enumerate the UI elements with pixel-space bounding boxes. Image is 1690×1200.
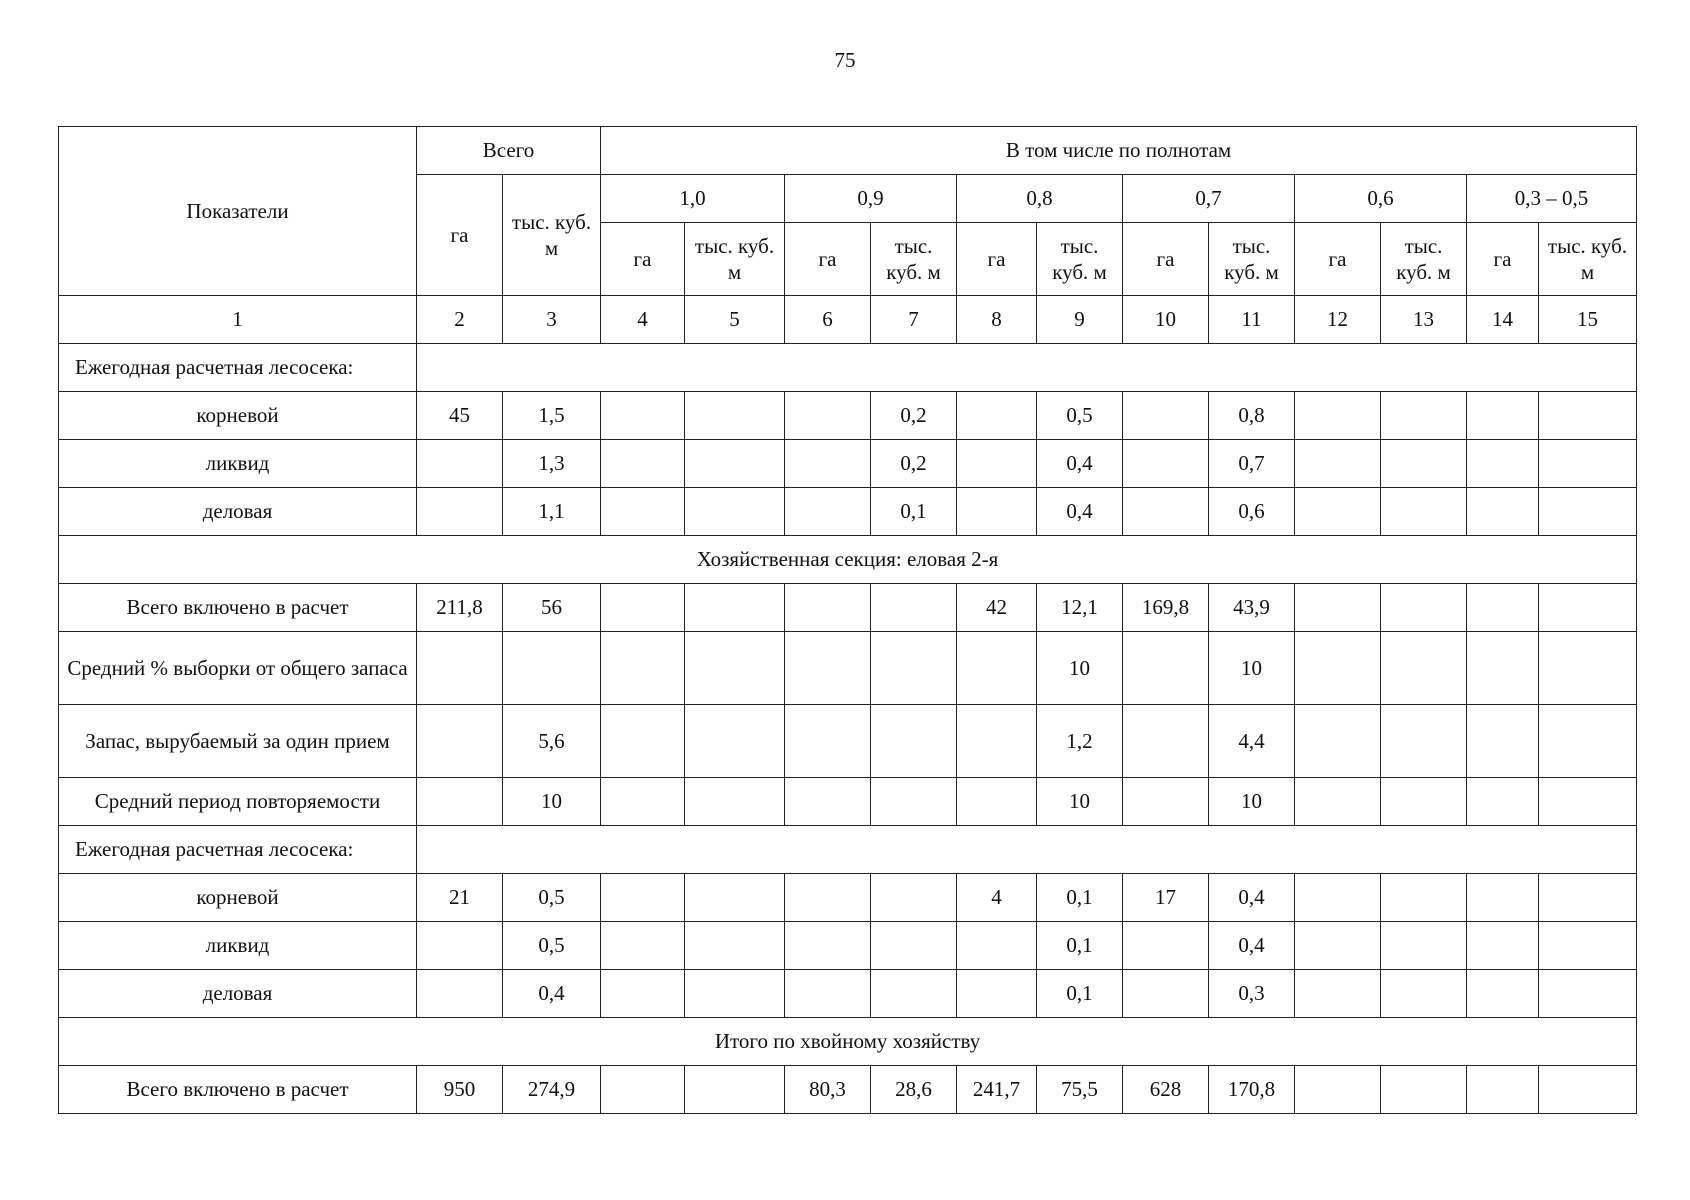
table-cell	[871, 922, 957, 970]
header-unit-area: га	[1467, 223, 1539, 296]
column-number: 12	[1295, 296, 1381, 344]
header-unit-area: га	[601, 223, 685, 296]
table-cell	[785, 440, 871, 488]
table-cell	[785, 874, 871, 922]
table-cell	[1295, 778, 1381, 826]
table-cell: 17	[1123, 874, 1209, 922]
table-cell	[785, 970, 871, 1018]
table-cell: 0,4	[1037, 488, 1123, 536]
table-cell: 0,4	[1037, 440, 1123, 488]
group-blank-cell	[417, 826, 1637, 874]
table-cell: 950	[417, 1066, 503, 1114]
table-cell: 0,6	[1209, 488, 1295, 536]
table-cell: 28,6	[871, 1066, 957, 1114]
table-cell	[1381, 705, 1467, 778]
table-cell	[1467, 584, 1539, 632]
table-cell	[1539, 874, 1637, 922]
header-unit-area: га	[785, 223, 871, 296]
table-cell	[503, 632, 601, 705]
column-number: 13	[1381, 296, 1467, 344]
table-cell	[1381, 778, 1467, 826]
table-cell	[957, 970, 1037, 1018]
table-cell: 10	[1209, 778, 1295, 826]
table-cell	[1467, 488, 1539, 536]
header-total: Всего	[417, 127, 601, 175]
table-cell	[871, 584, 957, 632]
table-cell	[1539, 922, 1637, 970]
table-cell	[1123, 488, 1209, 536]
header-unit-volume: тыс. куб. м	[1037, 223, 1123, 296]
header-unit-area: га	[957, 223, 1037, 296]
column-number: 11	[1209, 296, 1295, 344]
row-label: Всего включено в расчет	[59, 1066, 417, 1114]
table-cell	[685, 440, 785, 488]
table-cell	[601, 778, 685, 826]
column-number: 10	[1123, 296, 1209, 344]
table-cell	[601, 632, 685, 705]
column-number: 3	[503, 296, 601, 344]
table-row	[59, 440, 1637, 488]
column-number-row	[59, 296, 1637, 344]
page-number: 75	[834, 48, 856, 72]
table-cell: 42	[957, 584, 1037, 632]
table-cell	[785, 632, 871, 705]
header-density: 0,9	[785, 175, 957, 223]
table-cell: 0,2	[871, 440, 957, 488]
row-label: ликвид	[59, 922, 417, 970]
table-cell	[417, 922, 503, 970]
table-cell	[685, 488, 785, 536]
table-row	[59, 392, 1637, 440]
table-cell	[957, 705, 1037, 778]
table-cell: 0,4	[1209, 874, 1295, 922]
table-cell	[685, 632, 785, 705]
table-row	[59, 922, 1637, 970]
table-cell	[417, 970, 503, 1018]
table-cell	[1467, 440, 1539, 488]
table-cell	[1467, 970, 1539, 1018]
row-label: деловая	[59, 970, 417, 1018]
group-row	[59, 826, 1637, 874]
table-cell	[785, 392, 871, 440]
table-cell: 1,5	[503, 392, 601, 440]
table-cell	[685, 584, 785, 632]
table-cell	[1295, 705, 1381, 778]
table-cell	[1123, 632, 1209, 705]
table-cell	[1123, 778, 1209, 826]
header-density: 0,3 – 0,5	[1467, 175, 1637, 223]
table-cell: 211,8	[417, 584, 503, 632]
table-cell: 10	[1037, 778, 1123, 826]
column-number: 5	[685, 296, 785, 344]
column-number: 6	[785, 296, 871, 344]
table-cell: 1,3	[503, 440, 601, 488]
table-cell	[1381, 440, 1467, 488]
table-cell	[1467, 922, 1539, 970]
table-cell: 0,5	[503, 922, 601, 970]
table-cell	[1381, 488, 1467, 536]
row-label: деловая	[59, 488, 417, 536]
table-cell	[957, 632, 1037, 705]
table-cell	[685, 922, 785, 970]
table-cell	[957, 488, 1037, 536]
table-cell	[1539, 392, 1637, 440]
table-cell	[957, 922, 1037, 970]
table-cell	[417, 632, 503, 705]
table-cell	[1539, 970, 1637, 1018]
table-row	[59, 488, 1637, 536]
table-cell	[1539, 440, 1637, 488]
table-cell: 628	[1123, 1066, 1209, 1114]
table-cell	[1539, 705, 1637, 778]
table-cell	[1381, 1066, 1467, 1114]
table-cell: 4	[957, 874, 1037, 922]
column-number: 2	[417, 296, 503, 344]
table-cell: 0,5	[1037, 392, 1123, 440]
table-cell: 1,2	[1037, 705, 1123, 778]
table-row	[59, 1066, 1637, 1114]
table-cell	[1295, 970, 1381, 1018]
table-cell: 4,4	[1209, 705, 1295, 778]
section-row	[59, 536, 1637, 584]
table-cell	[1295, 488, 1381, 536]
row-label: корневой	[59, 392, 417, 440]
group-row	[59, 344, 1637, 392]
table-cell	[1467, 705, 1539, 778]
table-cell	[601, 970, 685, 1018]
section-title: Итого по хвойному хозяйству	[59, 1018, 1637, 1066]
row-label: ликвид	[59, 440, 417, 488]
table-cell: 0,4	[1209, 922, 1295, 970]
table-cell	[1467, 392, 1539, 440]
table-row	[59, 970, 1637, 1018]
table-cell	[1123, 705, 1209, 778]
header-unit-area: га	[1123, 223, 1209, 296]
header-unit-volume: тыс. куб. м	[1209, 223, 1295, 296]
table-cell: 0,1	[871, 488, 957, 536]
table-cell	[685, 970, 785, 1018]
column-number: 9	[1037, 296, 1123, 344]
row-label: Запас, вырубаемый за один прием	[59, 705, 417, 778]
table-cell	[1295, 1066, 1381, 1114]
table-cell	[785, 922, 871, 970]
table-cell	[1123, 392, 1209, 440]
table-cell	[601, 584, 685, 632]
table-cell: 80,3	[785, 1066, 871, 1114]
table-cell	[1295, 392, 1381, 440]
table-cell: 0,2	[871, 392, 957, 440]
table-cell: 1,1	[503, 488, 601, 536]
row-label: корневой	[59, 874, 417, 922]
table-cell: 5,6	[503, 705, 601, 778]
header-by-density: В том числе по полнотам	[601, 127, 1637, 175]
row-label: Всего включено в расчет	[59, 584, 417, 632]
header-unit-volume: тыс. куб. м	[1381, 223, 1467, 296]
table-cell	[417, 440, 503, 488]
forest-density-table	[58, 126, 1637, 1114]
header-unit-volume: тыс. куб. м	[871, 223, 957, 296]
table-cell	[1539, 778, 1637, 826]
table-row	[59, 584, 1637, 632]
table-cell	[785, 488, 871, 536]
header-total-volume: тыс. куб. м	[503, 175, 601, 296]
table-cell	[685, 1066, 785, 1114]
table-row	[59, 632, 1637, 705]
group-label: Ежегодная расчетная лесосека:	[59, 344, 417, 392]
table-row	[59, 778, 1637, 826]
table-cell	[685, 392, 785, 440]
table-cell: 241,7	[957, 1066, 1037, 1114]
row-label: Средний % выборки от общего запаса	[59, 632, 417, 705]
table-cell	[601, 922, 685, 970]
table-row	[59, 705, 1637, 778]
section-row	[59, 1018, 1637, 1066]
table-cell: 0,3	[1209, 970, 1295, 1018]
table-cell	[1467, 778, 1539, 826]
table-cell: 10	[503, 778, 601, 826]
table-cell	[957, 778, 1037, 826]
table-cell	[871, 778, 957, 826]
table-cell	[1539, 488, 1637, 536]
group-label: Ежегодная расчетная лесосека:	[59, 826, 417, 874]
header-density: 0,8	[957, 175, 1123, 223]
header-unit-volume: тыс. куб. м	[685, 223, 785, 296]
row-label: Средний период повторяемости	[59, 778, 417, 826]
table-cell	[871, 874, 957, 922]
table-cell	[1295, 440, 1381, 488]
table-cell	[1381, 970, 1467, 1018]
table-cell	[1467, 1066, 1539, 1114]
table-cell	[1123, 970, 1209, 1018]
table-cell: 0,1	[1037, 970, 1123, 1018]
table-cell	[417, 778, 503, 826]
table-cell	[601, 705, 685, 778]
table-cell	[785, 778, 871, 826]
table-cell	[1123, 440, 1209, 488]
header-unit-volume: тыс. куб. м	[1539, 223, 1637, 296]
table-cell	[871, 632, 957, 705]
header-density: 0,7	[1123, 175, 1295, 223]
table-cell	[957, 392, 1037, 440]
header-row-1	[59, 127, 1637, 175]
column-number: 8	[957, 296, 1037, 344]
table-cell	[871, 705, 957, 778]
table-cell	[685, 778, 785, 826]
table-cell: 75,5	[1037, 1066, 1123, 1114]
table-cell: 43,9	[1209, 584, 1295, 632]
table-cell	[1123, 922, 1209, 970]
table-cell	[601, 392, 685, 440]
table-cell	[601, 440, 685, 488]
column-number: 1	[59, 296, 417, 344]
header-total-area: га	[417, 175, 503, 296]
table-cell: 21	[417, 874, 503, 922]
table-cell: 274,9	[503, 1066, 601, 1114]
column-number: 4	[601, 296, 685, 344]
table-cell: 10	[1209, 632, 1295, 705]
table-cell	[1381, 584, 1467, 632]
table-cell	[871, 970, 957, 1018]
table-cell	[957, 440, 1037, 488]
header-density: 0,6	[1295, 175, 1467, 223]
table-cell	[685, 874, 785, 922]
table-cell: 170,8	[1209, 1066, 1295, 1114]
section-title: Хозяйственная секция: еловая 2-я	[59, 536, 1637, 584]
table-cell	[1467, 632, 1539, 705]
table-cell	[1381, 392, 1467, 440]
table-cell	[1467, 874, 1539, 922]
table-row	[59, 874, 1637, 922]
table-cell	[1539, 1066, 1637, 1114]
table-cell: 0,1	[1037, 922, 1123, 970]
table-cell: 0,4	[503, 970, 601, 1018]
table-cell	[1295, 584, 1381, 632]
column-number: 14	[1467, 296, 1539, 344]
table-cell	[1539, 584, 1637, 632]
table-cell	[417, 488, 503, 536]
table-cell: 0,5	[503, 874, 601, 922]
table-cell	[1381, 874, 1467, 922]
column-number: 7	[871, 296, 957, 344]
table-cell: 10	[1037, 632, 1123, 705]
table-cell: 0,7	[1209, 440, 1295, 488]
table-cell: 0,8	[1209, 392, 1295, 440]
table-cell: 56	[503, 584, 601, 632]
table-cell: 12,1	[1037, 584, 1123, 632]
table-cell: 45	[417, 392, 503, 440]
table-cell	[685, 705, 785, 778]
table-cell	[1381, 632, 1467, 705]
table-cell: 0,1	[1037, 874, 1123, 922]
table-cell	[601, 488, 685, 536]
table-cell	[1295, 632, 1381, 705]
table-cell	[601, 1066, 685, 1114]
header-unit-area: га	[1295, 223, 1381, 296]
header-indicators: Показатели	[59, 127, 417, 296]
group-blank-cell	[417, 344, 1637, 392]
table-cell	[1539, 632, 1637, 705]
table-cell	[785, 705, 871, 778]
table-cell	[1295, 874, 1381, 922]
table-cell	[1295, 922, 1381, 970]
table-cell: 169,8	[1123, 584, 1209, 632]
table-cell	[1381, 922, 1467, 970]
table-cell	[417, 705, 503, 778]
column-number: 15	[1539, 296, 1637, 344]
table-cell	[601, 874, 685, 922]
table-cell	[785, 584, 871, 632]
header-density: 1,0	[601, 175, 785, 223]
